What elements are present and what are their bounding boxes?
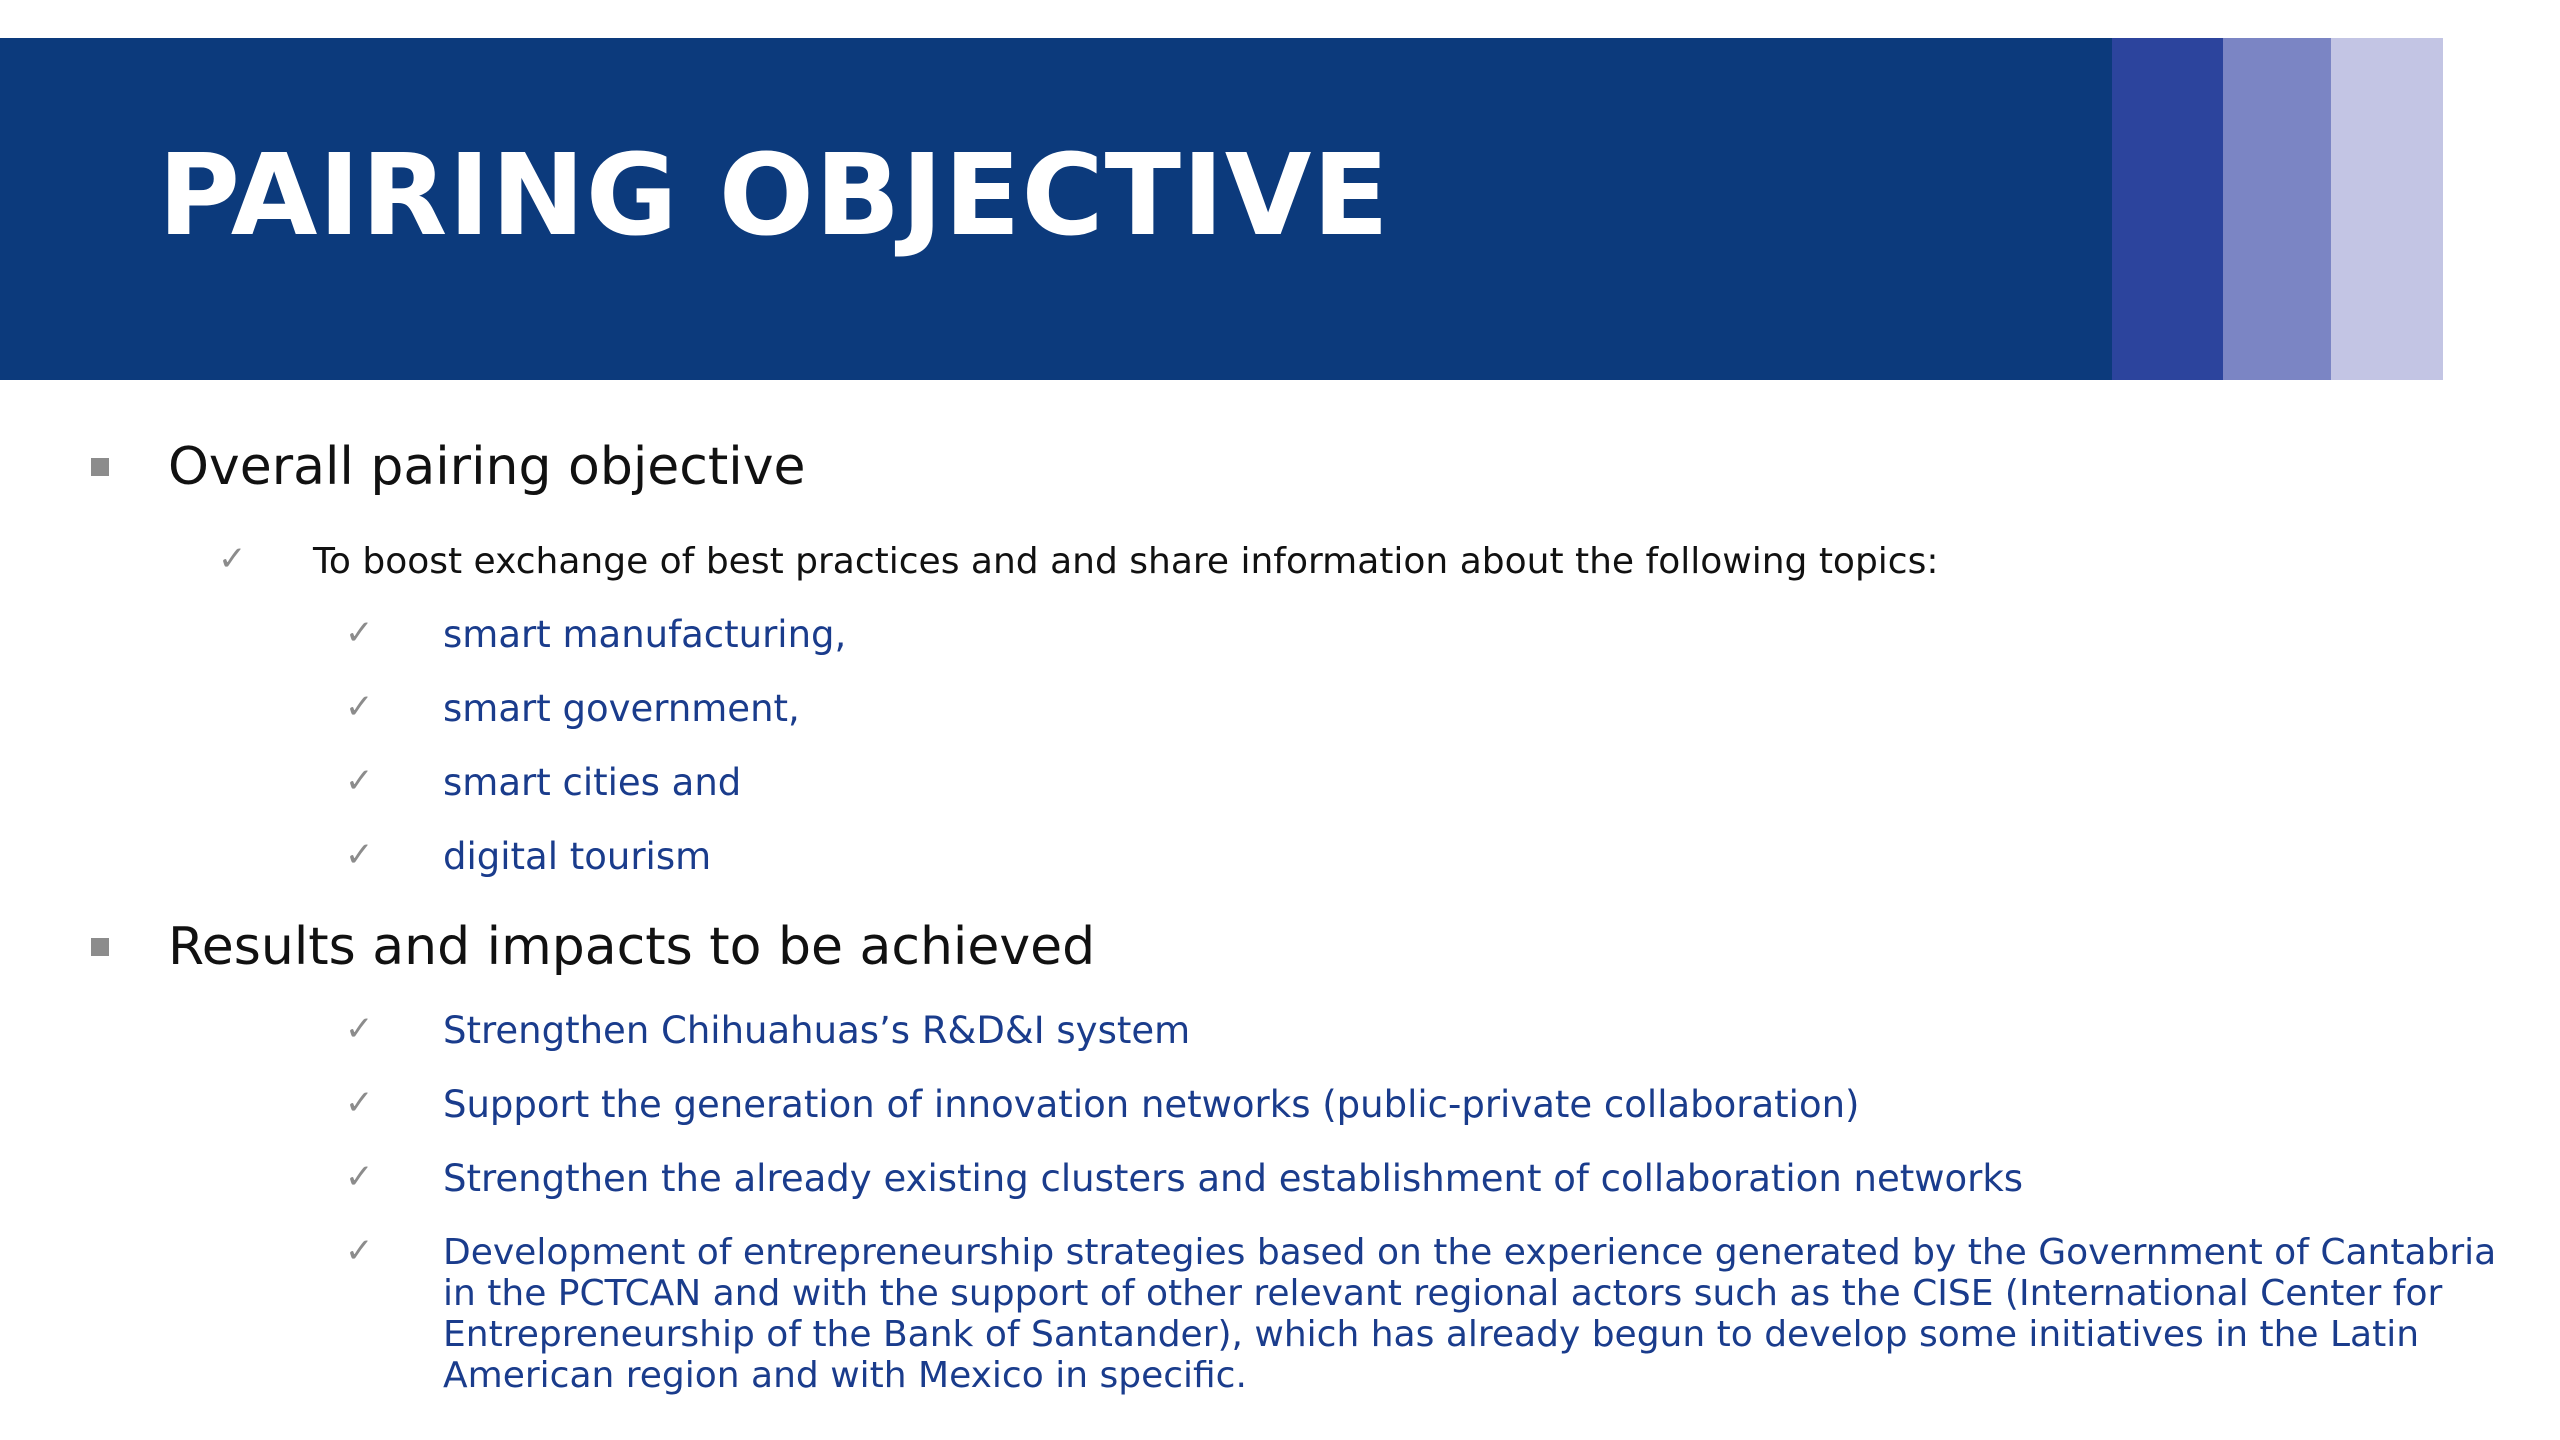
section-heading: Results and impacts to be achieved (168, 917, 1096, 977)
checkmark-icon: ✓ (345, 613, 374, 653)
section-heading: Overall pairing objective (168, 437, 806, 497)
square-bullet-icon (91, 938, 109, 956)
list-item: Strengthen the already existing clusters and establishment of collaboration networks (443, 1157, 2024, 1200)
checkmark-icon: ✓ (345, 1009, 374, 1049)
checkmark-icon: ✓ (345, 761, 374, 801)
list-item: digital tourism (443, 835, 712, 878)
checkmark-icon: ✓ (345, 687, 374, 727)
list-item: Strengthen Chihuahuas’s R&D&I system (443, 1009, 1191, 1052)
square-bullet-icon (91, 458, 109, 476)
list-item: smart cities and (443, 761, 742, 804)
checkmark-icon: ✓ (345, 1157, 374, 1197)
list-item: Development of entrepreneurship strategies based on the experience generated by the Government of Cantabria in the PCTCAN and with the support of other relevant regional actors such as the CISE (International Center for Entrepreneurship of the Bank of Santander), which has already begun to develop some initiatives in the Latin American region and with Mexico in specific. (443, 1232, 2497, 1396)
list-item: Support the generation of innovation networks (public-private collaboration) (443, 1083, 1860, 1126)
list-item: smart government, (443, 687, 800, 730)
slide-title: PAIRING OBJECTIVE (158, 131, 1390, 261)
list-item: smart manufacturing, (443, 613, 847, 656)
checkmark-icon: ✓ (345, 1231, 374, 1271)
checkmark-icon: ✓ (218, 539, 247, 579)
checkmark-icon: ✓ (345, 835, 374, 875)
section-intro: To boost exchange of best practices and and share information about the following topics: (313, 541, 1939, 582)
checkmark-icon: ✓ (345, 1083, 374, 1123)
